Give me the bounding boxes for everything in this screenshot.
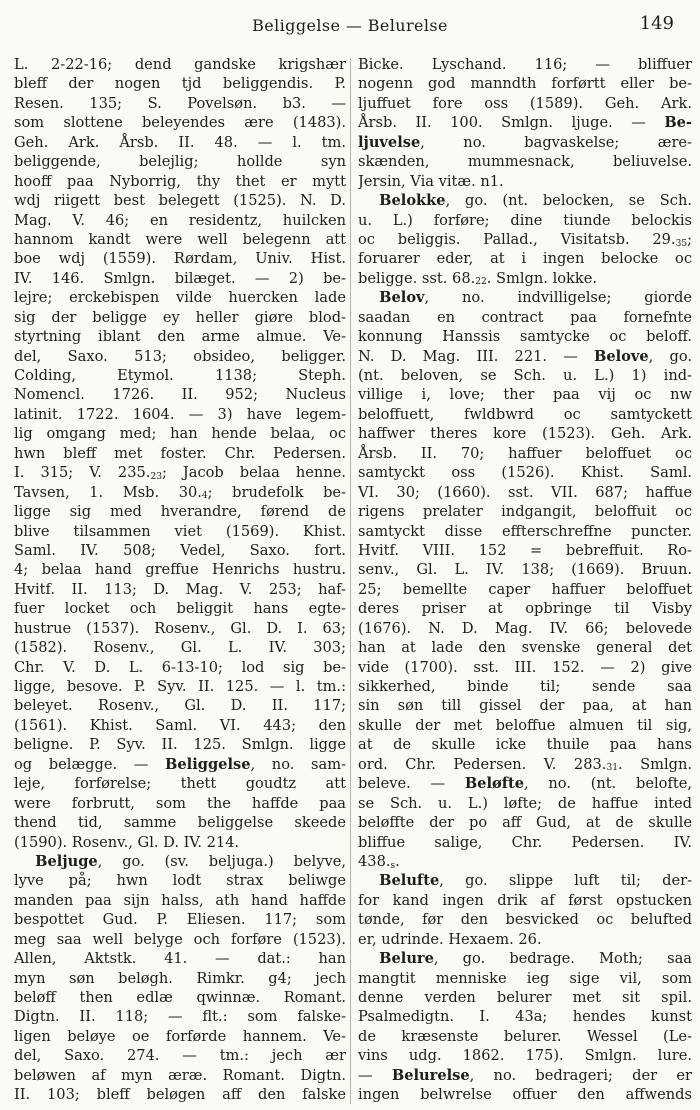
text-line: Digtn. II. 118; — flt.: som falske- — [14, 1008, 346, 1026]
text-line: bliffue salige, Chr. Pedersen. IV. — [358, 833, 692, 851]
text-line: lyve på; hwn lodt strax beliwge — [14, 872, 346, 890]
text-line: (1582). Rosenv., Gl. L. IV. 303; — [14, 639, 346, 657]
text-line: sig der beligge ey heller giøre blod- — [14, 308, 346, 326]
text-line: lejre; erckebispen vilde huercken lade — [14, 289, 346, 307]
text-line: nogenn god manndth forførtt eller be- — [358, 75, 692, 93]
text-line: leje, forførelse; thett goudtz att — [14, 775, 346, 793]
text-line: (1590). Rosenv., Gl. D. IV. 214. — [14, 833, 240, 851]
text-line: wdj riigett best belegett (1525). N. D. — [14, 192, 346, 210]
text-line: for kand ingen drik af først opstucken — [358, 891, 692, 909]
text-line: skænden, mummesnack, beliuvelse. — [358, 153, 692, 171]
text-line: Hvitf. VIII. 152 = bebreffuit. Ro- — [358, 541, 692, 559]
left-column — [14, 55, 346, 1105]
text-line: hannom kandt were well belegenn att — [14, 230, 346, 248]
text-line: N. D. Mag. III. 221. — Belove, go. — [358, 347, 692, 365]
text-line: sin søn till gissel der paa, at han — [358, 697, 692, 715]
running-header: Beliggelse — Belurelse — [252, 16, 448, 35]
text-line: (1676). N. D. Mag. IV. 66; belovede — [358, 619, 692, 637]
text-line: bleff der nogen tjd beliggendis. P. — [14, 75, 346, 93]
text-line: Colding, Etymol. 1138; Steph. — [14, 367, 346, 384]
text-line: beløffte der po aff Gud, at de skulle — [358, 814, 692, 832]
text-line: fuer locket och beliggit hans egte- — [14, 600, 346, 618]
text-line: han at lade den svenske general det — [358, 639, 692, 657]
text-line: sikkerhed, binde til; sende saa — [358, 678, 692, 695]
text-line: Belure, go. bedrage. Moth; saa — [379, 950, 692, 968]
text-line: manden paa sijn halss, ath hand haffde — [14, 891, 346, 909]
text-line: IV. 146. Smlgn. bilæget. — 2) be- — [14, 269, 346, 287]
text-line: oc beliggis. Pallad., Visitatsb. $29._{35}$; — [358, 230, 692, 249]
text-line: Saml. IV. 508; Vedel, Saxo. fort. — [14, 541, 346, 559]
text-line: beløff then edlæ qwinnæ. Romant. — [14, 989, 346, 1006]
text-line: (nt. beloven, se Sch. u. L.) 1) ind- — [358, 367, 692, 384]
text-line: og belægge. — Beliggelse, no. sam- — [14, 755, 346, 773]
text-line: boe wdj (1559). Rørdam, Univ. Hist. — [14, 250, 346, 268]
text-line: Mag. V. 46; en residentz, huilcken — [14, 211, 346, 229]
text-line: denne verden belurer met sit spil. — [358, 989, 692, 1006]
text-line: ligge sig med hverandre, førend de — [14, 503, 346, 521]
text-line: deres priser at opbringe til Visby — [358, 600, 692, 618]
text-line: u. L.) forføre; dine tiunde belockis — [358, 211, 692, 229]
text-line: se Sch. u. L.) løfte; de haffue inted — [358, 794, 692, 812]
text-line: saadan en contract paa fornefnte — [358, 308, 692, 326]
text-line: samtyckt disse effterschreffne puncter. — [358, 522, 692, 540]
text-line: de kræsenste belurer. Wessel (Le- — [358, 1027, 692, 1045]
text-line: at de skulle icke thuile paa hans — [358, 736, 692, 754]
text-line: Hvitf. II. 113; D. Mag. V. 253; haf- — [14, 580, 346, 598]
text-line: Belov, no. indvilligelse; giorde — [379, 289, 692, 307]
text-line: Nomencl. 1726. II. 952; Nucleus — [14, 386, 346, 404]
right-column — [358, 55, 692, 1105]
text-line: Jersin, Via vitæ. n1. — [358, 172, 504, 190]
text-line: Årsb. II. 100. Smlgn. ljuge. — Be- — [358, 114, 692, 132]
text-line: del, Saxo. 274. — tm.: jech ær — [14, 1047, 346, 1065]
text-line: beloffuett, fwldbwrd oc samtyckett — [358, 405, 692, 423]
text-line: ljuffuet fore oss (1589). Geh. Ark. — [358, 94, 692, 112]
text-line: meg saa well belyge och forføre (1523). — [14, 930, 346, 948]
text-line: ord. Chr. Pedersen. V. $283._{31}$. Smlgn. — [358, 755, 692, 774]
text-line: Belufte, go. slippe luft til; der- — [379, 872, 692, 890]
text-line: Beljuge, go. (sv. beljuga.) belyve, — [35, 852, 346, 870]
text-line: rigens prelater indgangit, beloffuit oc — [358, 503, 692, 521]
text-line: vide (1700). sst. III. 152. — 2) give — [358, 658, 692, 676]
text-line: blive tilsammen viet (1569). Khist. — [14, 522, 346, 540]
text-line: beløwen af myn æræ. Romant. Digtn. — [14, 1066, 346, 1084]
text-line: hooff paa Nyborrig, thy thet er mytt — [14, 172, 346, 190]
text-line: lig omgang med; han hende belaa, oc — [14, 425, 346, 443]
text-line: beleve. — Beløfte, no. (nt. belofte, — [358, 775, 692, 793]
text-line: hwn bleff met foster. Chr. Pedersen. — [14, 444, 346, 462]
text-line: 25; bemellte caper haffuer beloffuet — [358, 580, 692, 598]
text-line: (1561). Khist. Saml. VI. 443; den — [14, 716, 346, 734]
text-line: haffwer theres kore (1523). Geh. Ark. — [358, 425, 692, 443]
text-line: beleyet. Rosenv., Gl. D. II. 117; — [14, 697, 346, 715]
text-line: Belokke, go. (nt. belocken, se Sch. — [379, 192, 692, 210]
text-line: tønde, før den besvicked oc belufted — [358, 911, 692, 929]
text-line: beligne. P. Syv. II. 125. Smlgn. ligge — [14, 736, 346, 754]
text-line: villige i, love; ther paa vij oc nw — [358, 386, 692, 404]
text-line: 4; belaa hand greffue Henrichs hustru. — [14, 561, 346, 579]
text-line: Allen, Aktstk. 41. — dat.: han — [14, 950, 346, 968]
page-number: 149 — [639, 13, 674, 34]
text-line: Bicke. Lyschand. 116; — bliffuer — [358, 56, 692, 73]
text-line: er, udrinde. Hexaem. 26. — [358, 930, 542, 948]
text-line: latinit. 1722. 1604. — 3) have legem- — [14, 405, 346, 423]
text-line: VI. 30; (1660). sst. VII. 687; haffue — [358, 483, 692, 501]
text-line: were forbrutt, som the haffde paa — [14, 794, 346, 812]
text-line: Geh. Ark. Årsb. II. 48. — l. tm. — [14, 133, 346, 151]
text-line: vins udg. 1862. 175). Smlgn. lure. — [358, 1047, 692, 1065]
text-line: styrtning iblant den arme almue. Ve- — [14, 328, 346, 346]
text-line: Tavsen, 1. Msb. $30._4$; brudefolk be- — [14, 483, 346, 502]
text-line: II. 103; bleff beløgen aff den falske — [14, 1086, 346, 1104]
text-line: thend tid, samme beliggelse skeede — [14, 814, 346, 832]
text-line: mangtit menniske ieg sige vil, som — [358, 969, 692, 987]
text-line: samtyckt oss (1526). Khist. Saml. — [358, 464, 692, 482]
text-line: — Belurelse, no. bedrageri; der er — [358, 1066, 692, 1084]
column-divider-rule — [350, 58, 351, 1104]
text-line: konnung Hanssis samtycke oc beloff. — [358, 328, 692, 346]
text-line: som slottene beleyendes ære (1483). — [14, 114, 346, 132]
text-line: ligen beløye oe forførde hannem. Ve- — [14, 1027, 346, 1045]
text-line: ligge, besove. P. Syv. II. 125. — l. tm.: — [14, 678, 346, 695]
text-line: foruarer eder, at i ingen belocke oc — [358, 250, 692, 268]
text-line: bespottet Gud. P. Eliesen. 117; som — [14, 911, 346, 929]
text-line: Resen. 135; S. Povelsøn. b3. — — [14, 94, 346, 112]
text-line: ingen belwrelse offuer den affwends — [358, 1086, 692, 1104]
text-line: senv., Gl. L. IV. 138; (1669). Bruun. — [358, 561, 692, 579]
text-line: hustrue (1537). Rosenv., Gl. D. I. 63; — [14, 619, 346, 637]
text-line: Årsb. II. 70; haffuer beloffuet oc — [358, 444, 692, 462]
text-line: del, Saxo. 513; obsideo, beligger. — [14, 347, 346, 365]
text-line: skulle der met beloffue almuen til sig, — [358, 716, 692, 734]
text-line: Psalmedigtn. I. 43a; hendes kunst — [358, 1008, 692, 1026]
text-line: I. 315; V. $235._{23}$; Jacob belaa henne. — [14, 464, 346, 482]
text-line: ljuvelse, no. bagvaskelse; ære- — [358, 133, 692, 151]
text-line: Chr. V. D. L. 6-13-10; lod sig be- — [14, 658, 346, 676]
text-line: beligge. sst. $68._{22}$. Smlgn. lokke. — [358, 269, 597, 288]
text-line: myn søn beløgh. Rimkr. g4; jech — [14, 969, 346, 987]
text-line: L. 2-22-16; dend gandske krigshær — [14, 56, 346, 73]
text-line: $438._s$. — [358, 852, 400, 871]
text-line: beliggende, belejlig; hollde syn — [14, 153, 346, 171]
